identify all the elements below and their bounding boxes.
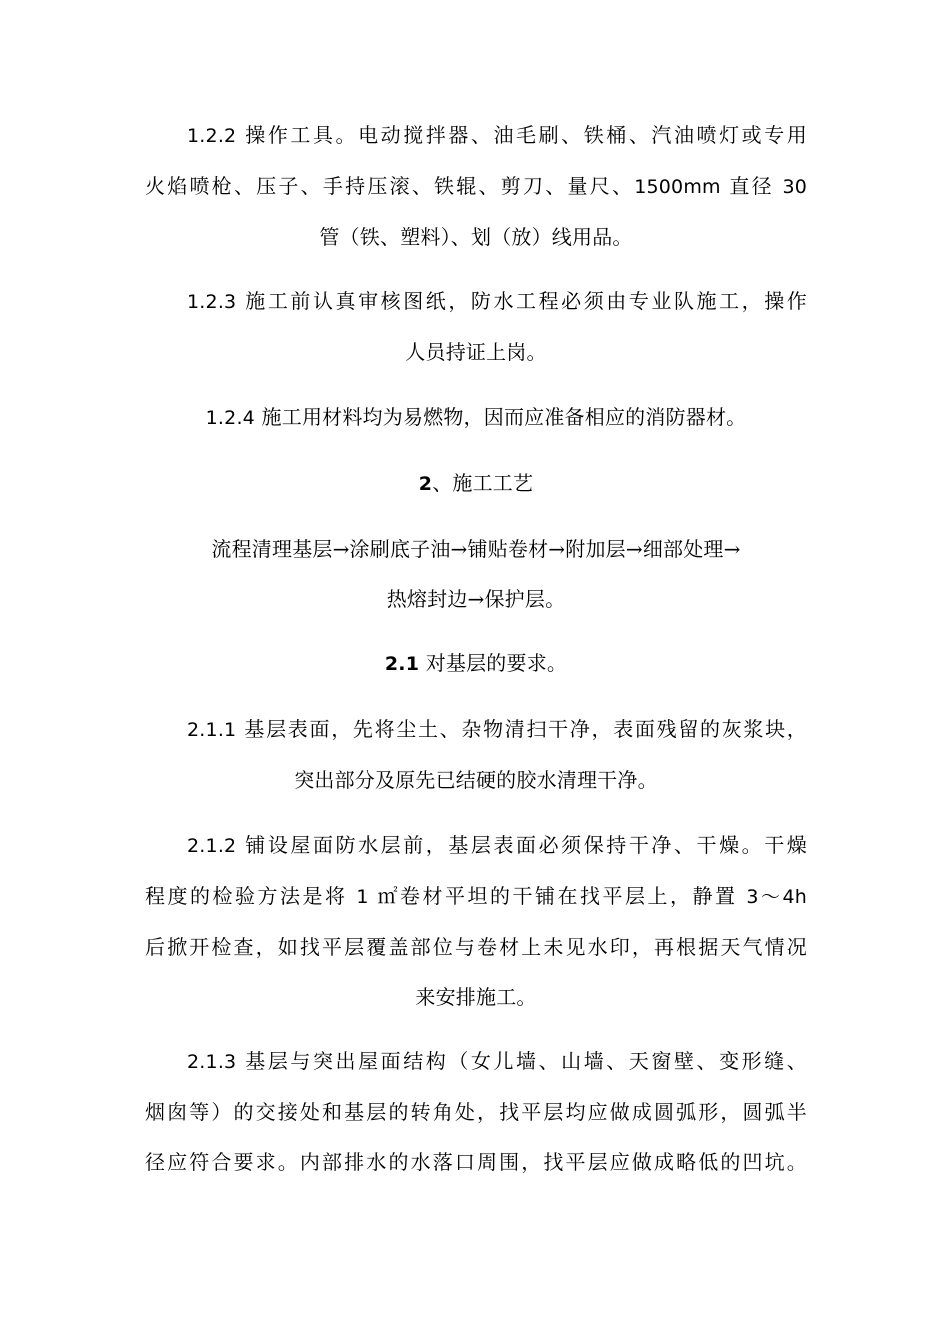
section-number: 2.1 — [384, 653, 420, 675]
area-value: 1 — [356, 886, 369, 908]
paragraph-text: 突出部分及原先已结硬的胶水清理干净。 — [294, 768, 658, 792]
paragraph-line — [145, 524, 807, 574]
length-value: 1500mm — [634, 176, 721, 198]
paragraph-text: 径应符合要求。内部排水的水落口周围，找平层应做成略低的凹坑。 — [145, 1150, 807, 1174]
paragraph-text: 流程清理基层→涂刷底子油→铺贴卷材→附加层→细部处理→ — [211, 537, 741, 561]
paragraph-line — [145, 392, 807, 443]
paragraph-text: 基层表面，先将尘土、杂物清扫干净，表面残留的灰浆块， — [244, 717, 808, 741]
paragraph-line — [145, 212, 807, 262]
paragraph-text: 烟囱等）的交接处和基层的转角处，找平层均应做成圆弧形，圆弧半 — [145, 1100, 807, 1124]
paragraph-1-2-4 — [145, 392, 807, 443]
section-number: 1.2.4 — [205, 407, 255, 429]
paragraph-text: 施工用材料均为易燃物，因而应准备相应的消防器材。 — [261, 405, 747, 429]
heading-line — [145, 638, 807, 689]
paragraph-text: 后掀开检查，如找平层覆盖部位与卷材上未见水印，再根据天气情况 — [145, 935, 807, 959]
paragraph-line — [145, 1036, 807, 1087]
section-number: 2.1.1 — [187, 719, 237, 741]
section-number: 1.2.2 — [187, 125, 237, 147]
paragraph-text: 热熔封边→保护层。 — [386, 587, 566, 611]
paragraph-text: 管（铁、塑料）、划（放）线用品。 — [319, 225, 633, 249]
paragraph-line — [145, 1137, 807, 1187]
paragraph-text: 铺设屋面防水层前，基层表面必须保持干净、干燥。干燥 — [245, 833, 807, 857]
paragraph-line — [145, 110, 807, 161]
paragraph-line — [145, 327, 807, 377]
section-number: 2.1.2 — [187, 835, 237, 857]
paragraph-text: 基层与突出屋面结构（女儿墙、山墙、天窗壁、变形缝、 — [245, 1049, 807, 1073]
paragraph-line — [145, 820, 807, 871]
paragraph-text: ㎡卷材平坦的干铺在找平层上，静置 — [377, 884, 738, 908]
process-flow — [145, 524, 807, 624]
section-number: 2.1.3 — [187, 1051, 237, 1073]
paragraph-text: 操作工具。电动搅拌器、油毛刷、铁桶、汽油喷灯或专用 — [245, 123, 807, 147]
paragraph-text: 人员持证上岗。 — [405, 340, 547, 364]
paragraph-line — [145, 161, 807, 212]
paragraph-line — [145, 755, 807, 805]
paragraph-2-1-1 — [145, 704, 807, 805]
paragraph-1-2-2 — [145, 110, 807, 262]
section-number: 2 — [418, 473, 433, 495]
paragraph-1-2-3 — [145, 276, 807, 377]
paragraph-line — [145, 871, 807, 922]
section-number: 1.2.3 — [187, 291, 237, 313]
paragraph-line — [145, 574, 807, 624]
heading-2 — [145, 458, 807, 509]
heading-text: 、施工工艺 — [432, 471, 534, 495]
paragraph-line — [145, 276, 807, 327]
duration-value: 3～4h — [746, 886, 807, 908]
paragraph-text: 来安排施工。 — [415, 985, 537, 1009]
paragraph-line — [145, 922, 807, 972]
heading-2-1 — [145, 638, 807, 689]
paragraph-text: 直径 — [720, 174, 783, 198]
heading-text: 对基层的要求。 — [425, 651, 568, 675]
paragraph-line — [145, 704, 807, 755]
paragraph-2-1-3 — [145, 1036, 807, 1187]
paragraph-2-1-2 — [145, 820, 807, 1022]
paragraph-text: 施工前认真审核图纸，防水工程必须由专业队施工，操作 — [245, 289, 807, 313]
diameter-value: 30 — [782, 176, 808, 198]
paragraph-text: 程度的检验方法是将 — [145, 884, 348, 908]
paragraph-line — [145, 972, 807, 1022]
paragraph-text: 火焰喷枪、压子、手持压滚、铁辊、剪刀、量尺、 — [145, 174, 635, 198]
paragraph-line — [145, 1087, 807, 1137]
heading-line — [145, 458, 807, 509]
